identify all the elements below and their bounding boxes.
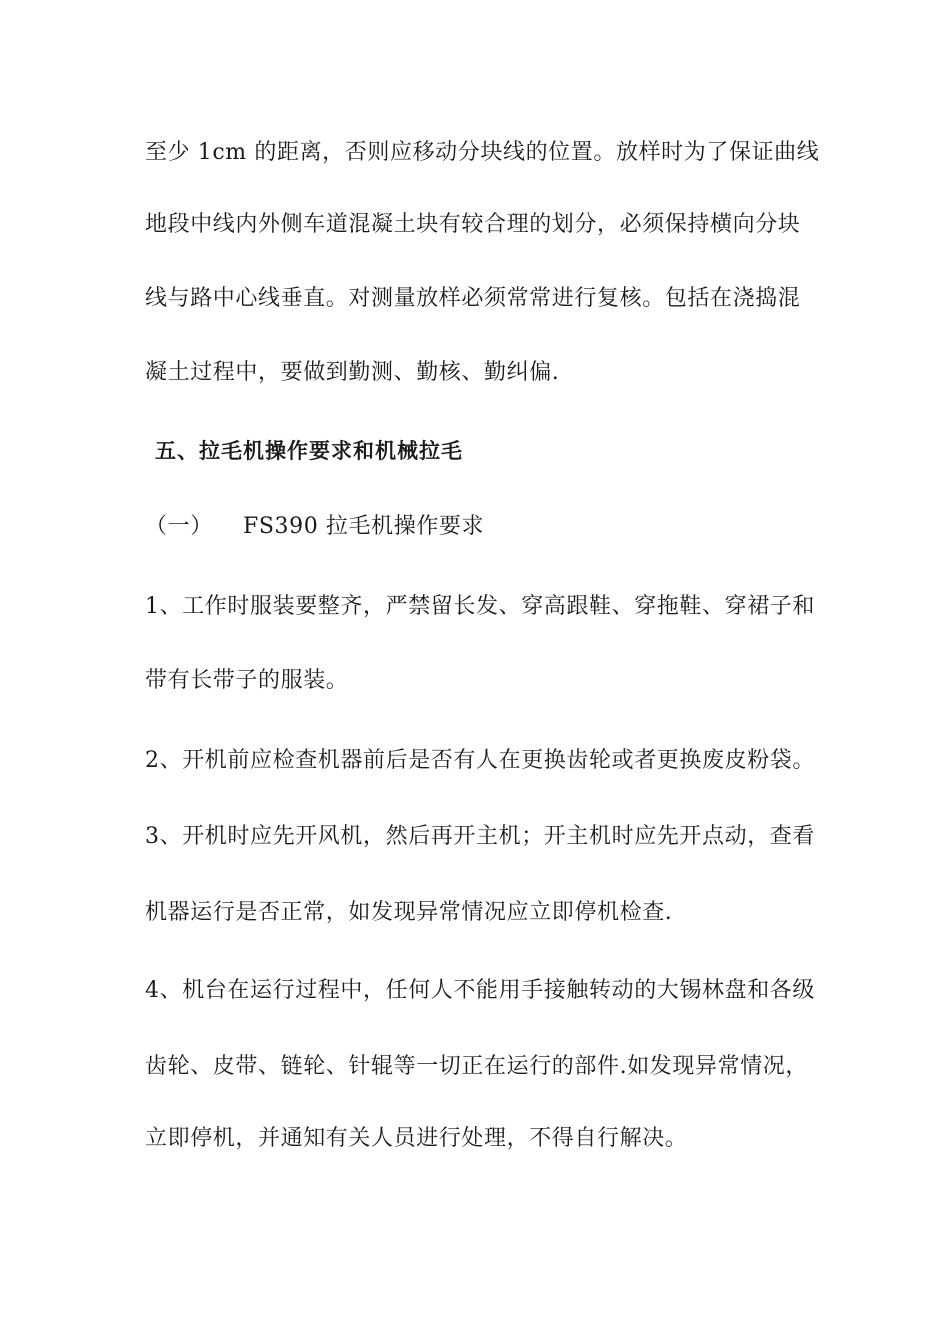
list-item-line: 齿轮、皮带、链轮、针辊等一切正在运行的部件.如发现异常情况， — [145, 1054, 808, 1079]
paragraph-line: 线与路中心线垂直。对测量放样必须常常进行复核。包括在浇捣混 — [145, 286, 801, 311]
section-heading: 五、拉毛机操作要求和机械拉毛 — [155, 439, 463, 463]
subsection-title: FS390 拉毛机操作要求 — [243, 514, 485, 539]
list-item-line: 4、机台在运行过程中，任何人不能用手接触转动的大锡林盘和各级 — [145, 978, 815, 1003]
paragraph-line: 凝土过程中，要做到勤测、勤核、勤纠偏. — [145, 360, 560, 385]
subsection-heading — [145, 512, 825, 542]
list-item-line: 2、开机前应检查机器前后是否有人在更换齿轮或者更换废皮粉袋。 — [145, 748, 815, 773]
list-item-line: 机器运行是否正常，如发现异常情况应立即停机检查. — [145, 900, 673, 925]
list-item-line: 3、开机时应先开风机，然后再开主机；开主机时应先开点动，查看 — [145, 824, 815, 849]
paragraph-line: 地段中线内外侧车道混凝土块有较合理的划分，必须保持横向分块 — [145, 212, 801, 237]
list-item-line: 带有长带子的服装。 — [145, 668, 349, 693]
subsection-number: （一） — [145, 514, 213, 539]
paragraph-line: 至少 1cm 的距离，否则应移动分块线的位置。放样时为了保证曲线 — [145, 140, 820, 165]
list-item-line: 1、工作时服装要整齐，严禁留长发、穿高跟鞋、穿拖鞋、穿裙子和 — [145, 594, 815, 619]
list-item-line: 立即停机，并通知有关人员进行处理，不得自行解决。 — [145, 1126, 688, 1151]
